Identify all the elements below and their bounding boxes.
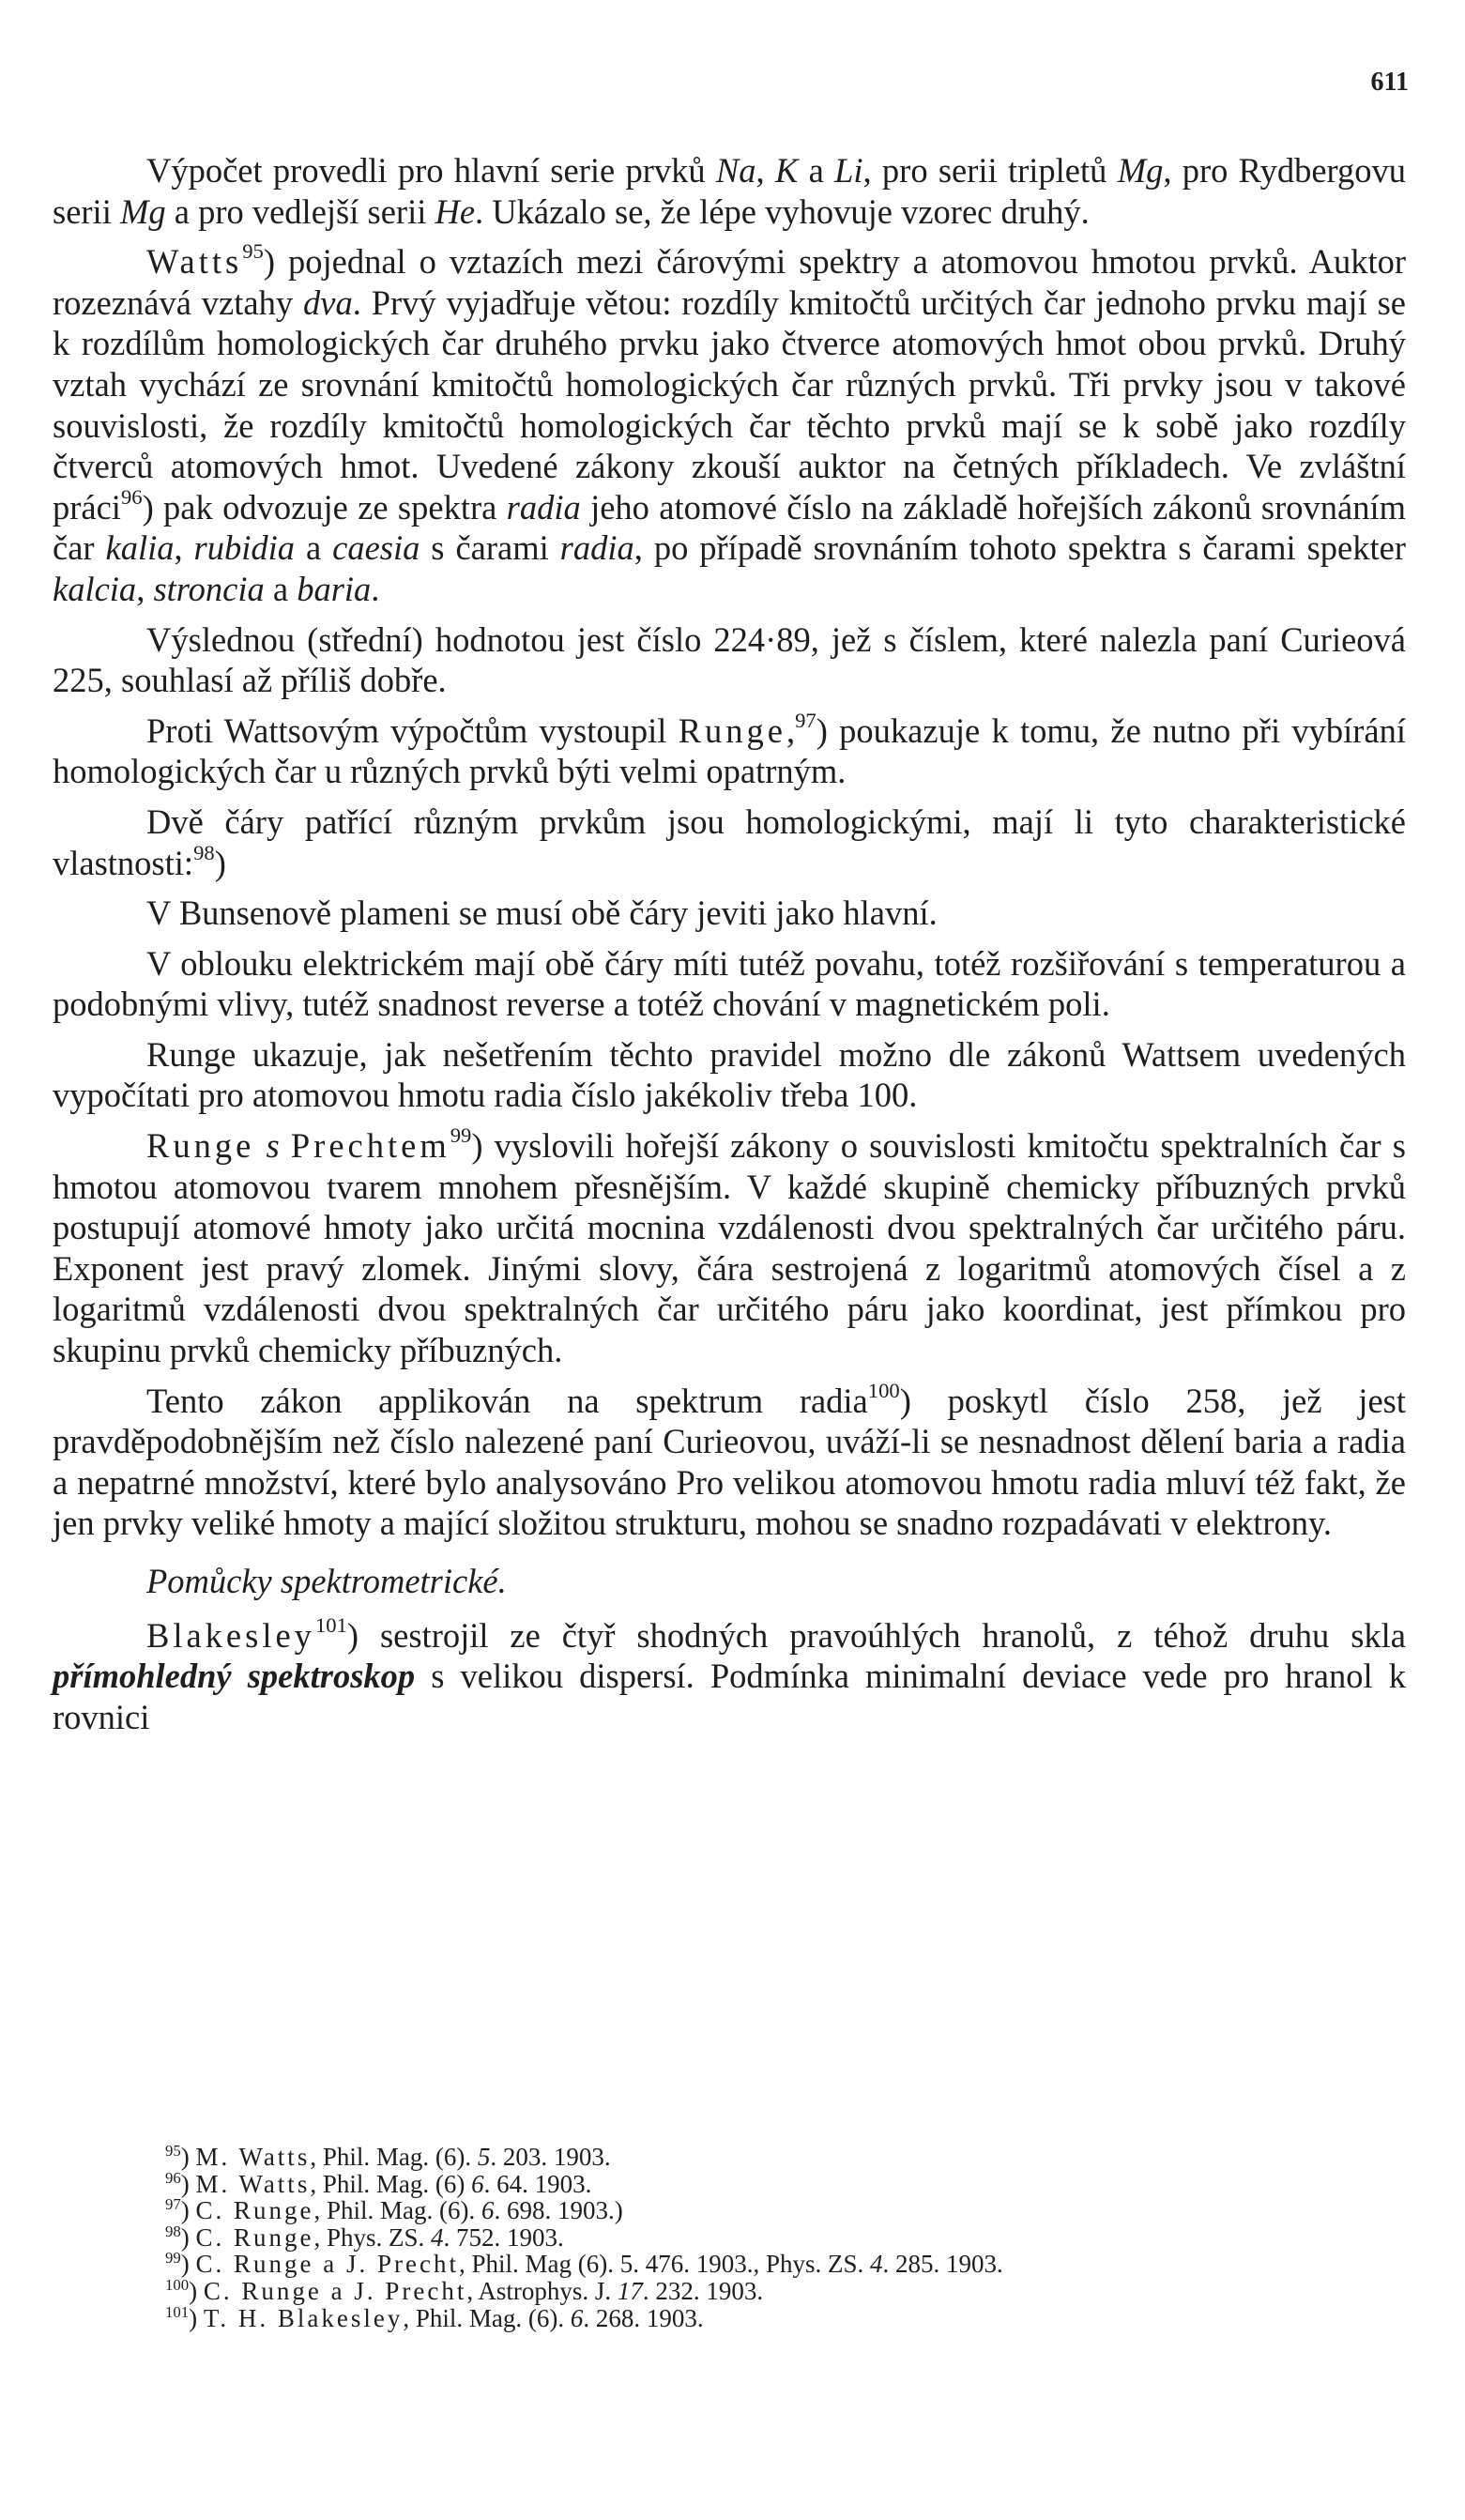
paragraph-3: Výslednou (střední) hodnotou jest číslo 224·89, jež s číslem, které nalezla paní Curieová 225, souhlasí až příliš dobře. [53,619,1406,700]
paragraph-5: Dvě čáry patřící různým prvkům jsou homologickými, mají li tyto charakteristické vlastnosti:$^{98}$) [53,802,1406,882]
footnote-ref: 95 [242,239,264,264]
footnote-ref: 98 [193,840,215,864]
footnote: $^{101}$) T. H. Blakesley, Phil. Mag. (6). 6. 268. 1903. [165,2302,704,2332]
footnote: $^{97}$) C. Runge, Phil. Mag. (6). 6. 698. 1903.) [165,2195,623,2225]
footnote: $^{95}$) M. Watts, Phil. Mag. (6). 5. 203. 1903. [165,2141,611,2171]
paragraph-4: Proti Wattsovým výpočtům vystoupil Runge,$^{97}$) poukazuje k tomu, že nutno při vybírání homologických čar u různých prvků býti velmi opatrným. [53,708,1407,791]
footnote-ref: 96 [120,484,143,509]
footnote: $^{99}$) C. Runge a J. Precht, Phil. Mag (6). 5. 476. 1903., Phys. ZS. 4. 285. 1903. [165,2249,1003,2279]
footnote-ref: 99 [450,1123,472,1148]
paragraph-7: V oblouku elektrickém mají obě čáry míti tutéž povahu, totéž rozšiřování s temperaturou a podobnými vlivy, tutéž snadnost reverse a totéž chování v magnetickém poli. [53,943,1406,1024]
paragraph-2: Watts$^{95}$) pojednal o vztazích mezi čárovými spektry a atomovou hmotou prvků. Auktor rozeznává vztahy dva. Prvý vyjadřuje větou: rozdíly kmitočtů určitých čar jednoho prvku mají se k rozdílům homologických čar druhého prvku jako čtverce atomových hmot obou prvků. Druhý vztah vychází ze srovnání kmitočtů homologických čar různých prvků. Tři prvky jsou v takové souvislosti, že rozdíly kmitočtů homologických čar těchto prvků mají se k sobě jako rozdíly čtverců atomových hmot. Uvedené zákony zkouší auktor na četných příkladech. Ve zvláštní práci$^{96}$) pak odvozuje ze spektra radia jeho atomové číslo na základě hořejších zákonů srovnáním čar kalia, rubidia a caesia s čarami radia, po případě srovnáním tohoto spektra s čarami spekter kalcia, stroncia a baria. [53,239,1407,608]
paragraph-10: Tento zákon applikován na spektrum radia$^{100}$) poskytl číslo 258, jež jest pravděpodobnějším než číslo nalezené paní Curieovou, uváží-li se nesnadnost dělení baria a radia a nepatrné množství, které bylo analysováno Pro velikou atomovou hmotu radia mluví též fakt, že jen prvky veliké hmoty a mající složitou strukturu, mohou se snadno rozpadávati v elektrony. [53,1378,1406,1543]
author-name: Blakesley [146,1615,315,1655]
paragraph-9: Runge s Prechtem$^{99}$) vyslovili hořejší zákony o souvislosti kmitočtu spektralních čar s hmotou atomovou tvarem mnohem přesnějším. V každé skupině chemicky příbuzných prvků postupují atomové hmoty jako určitá mocnina vzdálenosti dvou spektralných čar určitého páru. Exponent jest pravý zlomek. Jinými slovy, čára sestrojená z logaritmů atomových čísel a z logaritmů vzdálenosti dvou spektralných čar určitého páru jako koordinat, jest přímkou pro skupinu prvků chemicky příbuzných. [53,1123,1406,1370]
author-name: Runge [678,710,786,750]
paragraph-11: Blakesley$^{101}$) sestrojil ze čtyř shodných pravoúhlých hranolů, z téhož druhu skla přímohledný spektroskop s velikou dispersí. Podmínka minimalní deviace vede pro hranol k rovnici [53,1612,1406,1736]
author-name: Watts [146,242,243,282]
footnote: $^{98}$) C. Runge, Phys. ZS. 4. 752. 1903. [165,2222,564,2252]
footnote: $^{100}$) C. Runge a J. Precht, Astrophys. J. 17. 232. 1903. [165,2275,764,2305]
paragraph-8: Runge ukazuje, jak nešetřením těchto pravidel možno dle zákonů Wattsem uvedených vypočítati pro atomovou hmotu radia číslo jakékoliv třeba 100. [53,1034,1406,1115]
body-text [53,150,1406,1747]
footnotes [165,2141,1413,2332]
paragraph-6: V Bunsenově plameni se musí obě čáry jeviti jako hlavní. [146,893,938,933]
author-name: Prechtem [290,1126,450,1166]
page-number: 611 [1370,68,1409,97]
footnote-ref: 100 [867,1378,900,1402]
footnote-ref: 97 [795,708,816,732]
footnote-ref: 101 [314,1612,347,1637]
section-heading: Pomůcky spektrometrické. [146,1562,507,1600]
paragraph-1: Výpočet provedli pro hlavní serie prvků Na, K a Li, pro serii tripletů Mg, pro Rydbergovu serii Mg a pro vedlejší serii He. Ukázalo se, že lépe vyhovuje vzorec druhý. [53,151,1407,231]
footnote: $^{96}$) M. Watts, Phil. Mag. (6) 6. 64. 1903. [165,2168,592,2198]
author-name: Runge [146,1126,255,1166]
